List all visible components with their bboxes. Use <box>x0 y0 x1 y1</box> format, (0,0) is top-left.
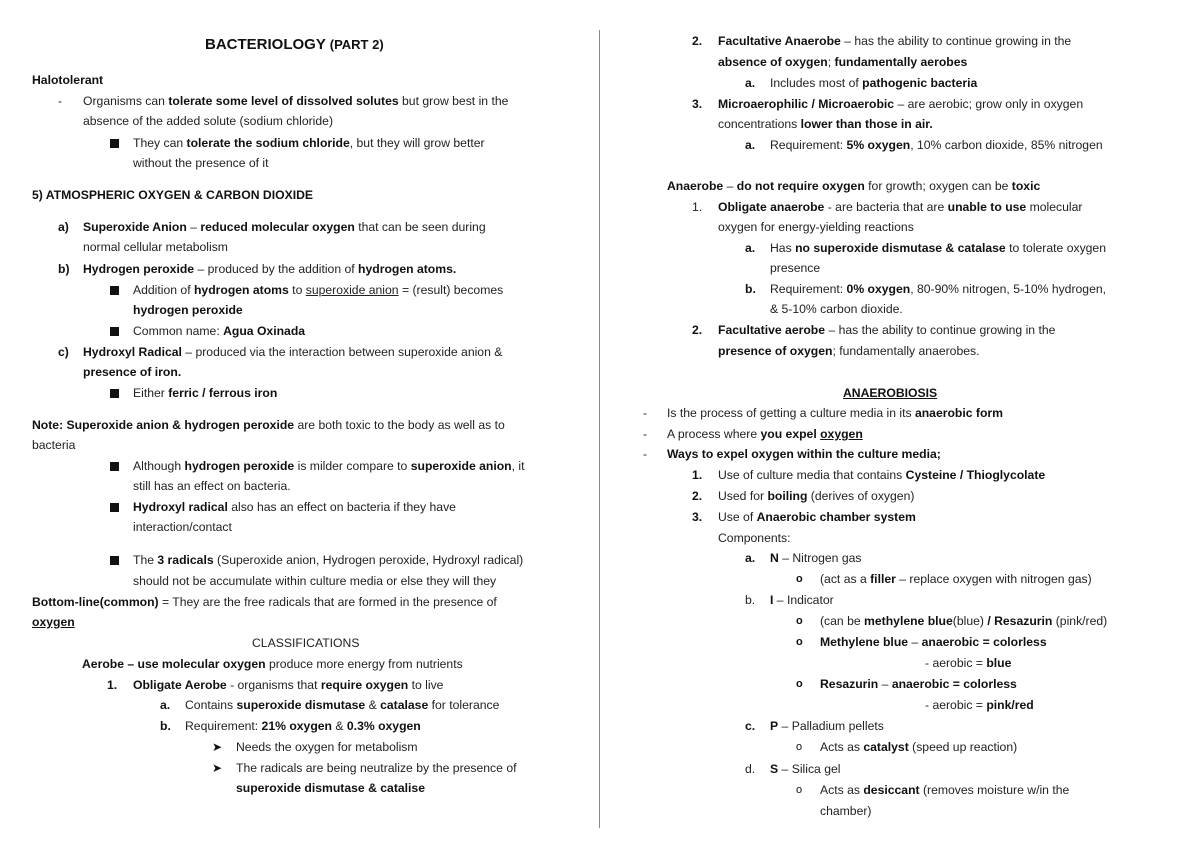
arrow-bullet-icon: ➤ <box>212 740 223 754</box>
label-c: c) <box>58 345 69 359</box>
halo-sq-line-2: without the presence of it <box>133 156 269 170</box>
ob-a-line-1: Has no superoxide dismutase & catalase to tolerate oxygen <box>770 241 1106 255</box>
oa-b-line: Requirement: 21% oxygen & 0.3% oxygen <box>185 719 421 733</box>
page-title <box>205 37 384 53</box>
cd-line: S – Silica gel <box>770 762 841 776</box>
b-sq-line-1: Addition of hydrogen atoms to superoxide anion = (result) becomes <box>133 283 504 297</box>
cb-o1: (can be methylene blue(blue) / Resazurin (pink/red) <box>820 614 1108 628</box>
w3-line: Use of Anaerobic chamber system <box>718 510 916 524</box>
anaerobiosis-dash-1: Is the process of getting a culture media in its anaerobic form <box>667 406 1003 420</box>
dash-marker: - <box>643 406 648 420</box>
fae-line-1: Facultative aerobe – has the ability to continue growing in the <box>718 323 1056 337</box>
note-sq2-line-2: interaction/contact <box>133 520 232 534</box>
oa-a-line: Contains superoxide dismutase & catalase for tolerance <box>185 698 500 712</box>
ob-a-line-2: presence <box>770 261 821 275</box>
cb-line: I – Indicator <box>770 593 834 607</box>
c-sq1: Either ferric / ferrous iron <box>133 386 278 400</box>
w2-number: 2. <box>692 489 703 503</box>
square-bullet-icon <box>110 389 119 398</box>
ma-a-label: a. <box>745 138 756 152</box>
ca-label: a. <box>745 551 756 565</box>
anaerobiosis-dash-3: Ways to expel oxygen within the culture media; <box>667 447 941 461</box>
ob-line-2: oxygen for energy-yielding reactions <box>718 220 914 234</box>
ob-b-line-2: & 5-10% carbon dioxide. <box>770 302 903 316</box>
cd-label: d. <box>745 762 756 776</box>
dash-marker: - <box>643 427 648 441</box>
anaerobiosis-heading: ANAEROBIOSIS <box>843 386 938 400</box>
w1-line: Use of culture media that contains Cysteine / Thioglycolate <box>718 468 1046 482</box>
heading-halotolerant: Halotolerant <box>32 73 104 87</box>
aerobe-line: Aerobe – use molecular oxygen produce more energy from nutrients <box>82 657 463 671</box>
square-bullet-icon <box>110 286 119 295</box>
note-sq1-line-2: still has an effect on bacteria. <box>133 479 291 493</box>
ma-number: 3. <box>692 97 703 111</box>
anaerobe-line: Anaerobe – do not require oxygen for growth; oxygen can be toxic <box>667 179 1041 193</box>
square-bullet-icon <box>110 556 119 565</box>
ma-line-1: Microaerophilic / Microaerobic – are aerobic; grow only in oxygen <box>718 97 1084 111</box>
square-bullet-icon <box>110 503 119 512</box>
fae-number: 2. <box>692 323 703 337</box>
ob-b-label: b. <box>745 282 756 296</box>
cb-o2-line-2: - aerobic = blue <box>925 656 1012 670</box>
b-sq2: Common name: Agua Oxinada <box>133 324 306 338</box>
c-line-1: Hydroxyl Radical – produced via the interaction between superoxide anion & <box>83 345 503 359</box>
halo-sq-line-1: They can tolerate the sodium chloride, but they will grow better <box>133 136 485 150</box>
w3-number: 3. <box>692 510 703 524</box>
ma-line-2: concentrations lower than those in air. <box>718 117 933 131</box>
w1-number: 1. <box>692 468 703 482</box>
ca-o1: (act as a filler – replace oxygen with nitrogen gas) <box>820 572 1092 586</box>
fae-line-2: presence of oxygen; fundamentally anaerobes. <box>718 344 980 358</box>
note-line-2: bacteria <box>32 438 76 452</box>
fa-a-label: a. <box>745 76 756 90</box>
circle-bullet-icon: o <box>796 784 803 796</box>
note-sq1-line-1: Although hydrogen peroxide is milder compare to superoxide anion, it <box>133 459 525 473</box>
note-sq3-line-2: should not be accumulate within culture media or else they will they <box>133 574 497 588</box>
cc-label: c. <box>745 719 756 733</box>
ob-b-line-1: Requirement: 0% oxygen, 80-90% nitrogen, 5-10% hydrogen, <box>770 282 1107 296</box>
a-line-1: Superoxide Anion – reduced molecular oxygen that can be seen during <box>83 220 486 234</box>
label-a: a) <box>58 220 69 234</box>
cd-o1-line-1: Acts as desiccant (removes moisture w/in the <box>820 783 1070 797</box>
arrow-line-3: superoxide dismutase & catalise <box>236 781 425 795</box>
cb-o2-line-1: Methylene blue – anaerobic = colorless <box>820 635 1047 649</box>
w2-line: Used for boiling (derives of oxygen) <box>718 489 915 503</box>
title-part: (PART 2) <box>329 37 384 52</box>
classifications-heading: CLASSIFICATIONS <box>252 636 360 650</box>
bottom-line-2: oxygen <box>32 615 75 629</box>
circle-bullet-icon: o <box>796 615 803 627</box>
dash-marker: - <box>643 447 648 461</box>
column-divider <box>599 30 600 828</box>
arrow-line-2: The radicals are being neutralize by the presence of <box>236 761 517 775</box>
oa-b-label: b. <box>160 719 171 733</box>
arrow-line-1: Needs the oxygen for metabolism <box>236 740 418 754</box>
circle-bullet-icon: o <box>796 636 803 648</box>
cb-o3-line-2: - aerobic = pink/red <box>925 698 1034 712</box>
cb-label: b. <box>745 593 756 607</box>
ob-a-label: a. <box>745 241 756 255</box>
b-sq-line-2: hydrogen peroxide <box>133 303 243 317</box>
circle-bullet-icon: o <box>796 741 803 753</box>
section-5-heading: 5) ATMOSPHERIC OXYGEN & CARBON DIOXIDE <box>32 188 314 202</box>
b-line-1: Hydrogen peroxide – produced by the addition of hydrogen atoms. <box>83 262 457 276</box>
anaerobiosis-dash-2: A process where you expel oxygen <box>667 427 863 441</box>
oa-line: Obligate Aerobe - organisms that require oxygen to live <box>133 678 444 692</box>
halo-line-1: Organisms can tolerate some level of dissolved solutes but grow best in the <box>83 94 509 108</box>
fa-line-1: Facultative Anaerobe – has the ability to continue growing in the <box>718 34 1072 48</box>
square-bullet-icon <box>110 139 119 148</box>
arrow-bullet-icon: ➤ <box>212 761 223 775</box>
circle-bullet-icon: o <box>796 573 803 585</box>
ob-line-1: Obligate anaerobe - are bacteria that are unable to use molecular <box>718 200 1083 214</box>
fa-number: 2. <box>692 34 703 48</box>
fa-line-2: absence of oxygen; fundamentally aerobes <box>718 55 968 69</box>
cb-o3-line-1: Resazurin – anaerobic = colorless <box>820 677 1017 691</box>
components-label: Components: <box>718 531 791 545</box>
square-bullet-icon <box>110 327 119 336</box>
c-line-2: presence of iron. <box>83 365 182 379</box>
note-sq2-line-1: Hydroxyl radical also has an effect on bacteria if they have <box>133 500 456 514</box>
ob-number: 1. <box>692 200 703 214</box>
a-line-2: normal cellular metabolism <box>83 240 228 254</box>
halo-line-2: absence of the added solute (sodium chloride) <box>83 114 333 128</box>
oa-number: 1. <box>107 678 118 692</box>
cd-o1-line-2: chamber) <box>820 804 872 818</box>
cc-o1: Acts as catalyst (speed up reaction) <box>820 740 1018 754</box>
bottom-line-1: Bottom-line(common) = They are the free radicals that are formed in the presence of <box>32 595 497 609</box>
oa-a-label: a. <box>160 698 171 712</box>
cc-line: P – Palladium pellets <box>770 719 884 733</box>
circle-bullet-icon: o <box>796 678 803 690</box>
note-sq3-line-1: The 3 radicals (Superoxide anion, Hydrogen peroxide, Hydroxyl radical) <box>133 553 524 567</box>
fa-a-line: Includes most of pathogenic bacteria <box>770 76 978 90</box>
dash-marker: - <box>58 94 63 108</box>
ca-line: N – Nitrogen gas <box>770 551 862 565</box>
square-bullet-icon <box>110 462 119 471</box>
ma-a-line: Requirement: 5% oxygen, 10% carbon dioxide, 85% nitrogen <box>770 138 1103 152</box>
label-b: b) <box>58 262 70 276</box>
title-main: BACTERIOLOGY <box>205 36 330 53</box>
note-line-1: Note: Superoxide anion & hydrogen peroxide are both toxic to the body as well as to <box>32 418 505 432</box>
